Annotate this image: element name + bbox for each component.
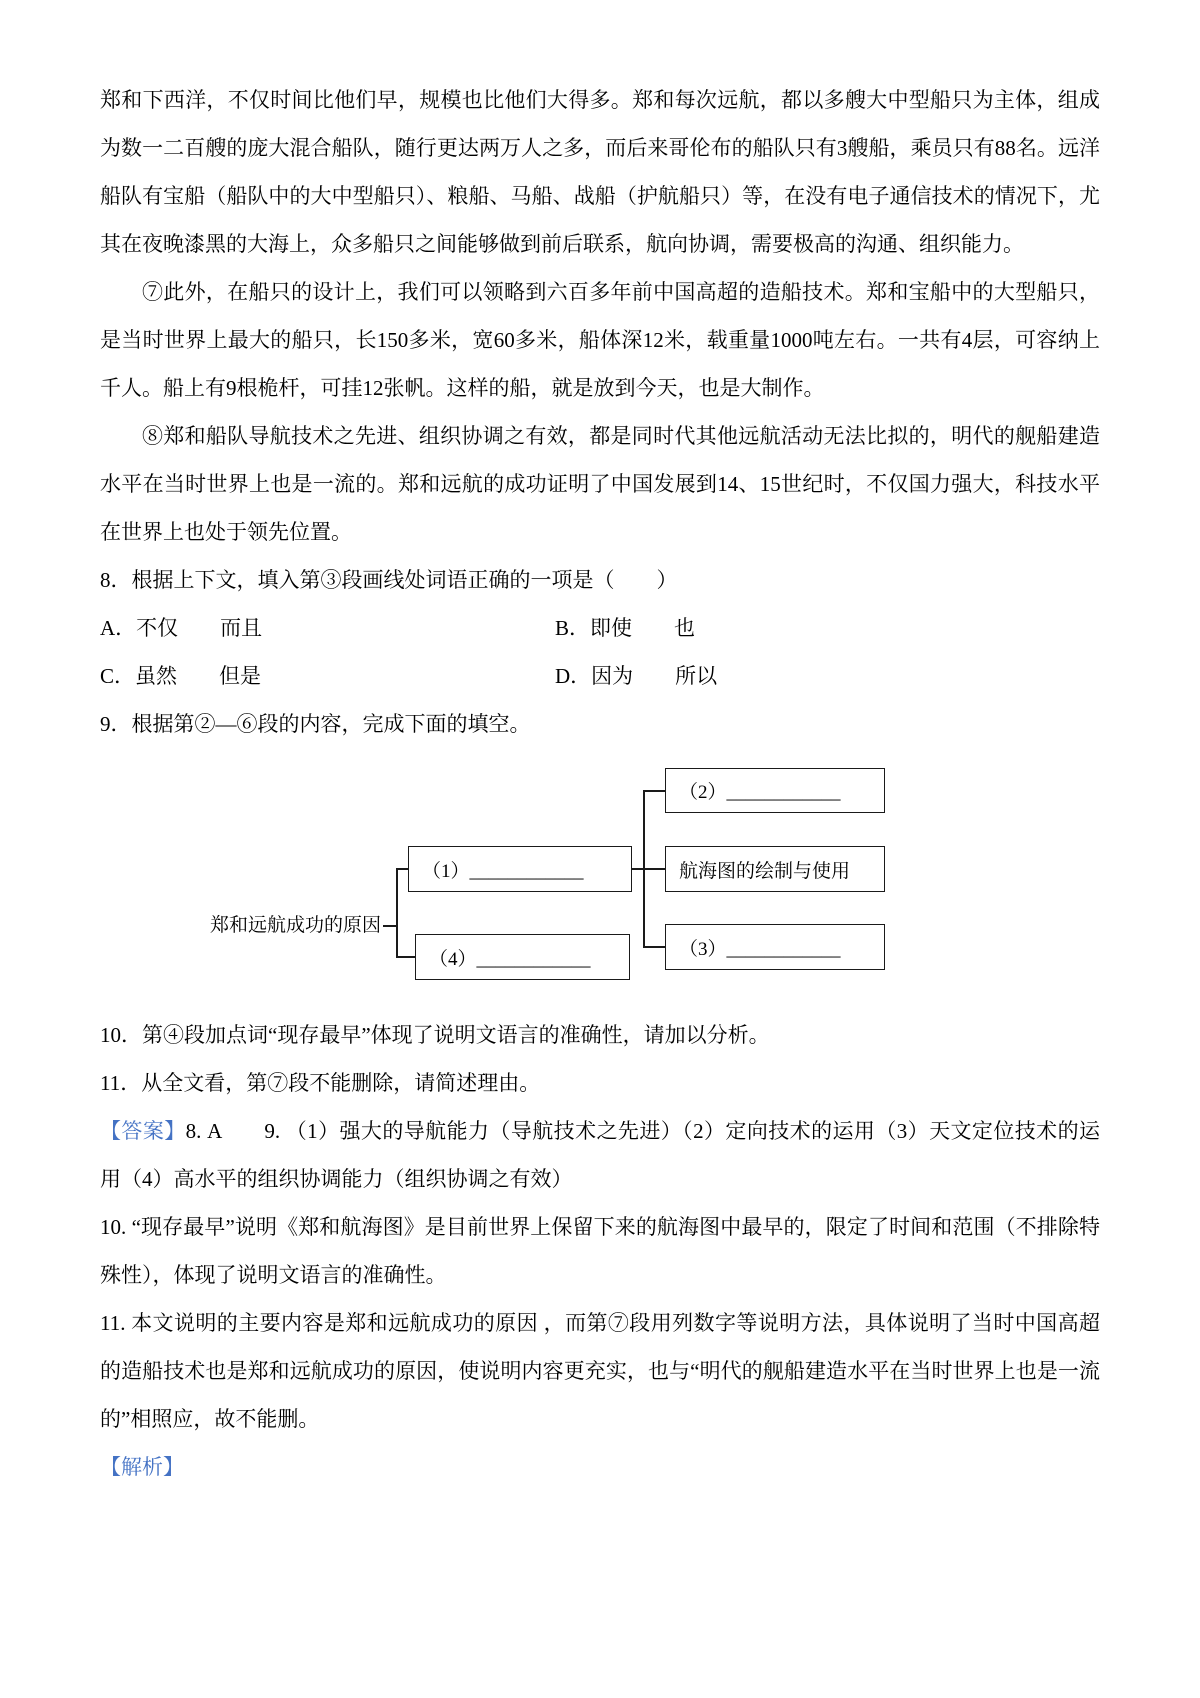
question-9-stem: 9．根据第②—⑥段的内容，完成下面的填空。	[100, 712, 531, 736]
connector-line	[396, 868, 408, 870]
connector-line	[643, 790, 665, 792]
option-d: D．因为 所以	[555, 664, 718, 688]
answer-10-text: 10. “现存最早”说明《郑和航海图》是目前世界上保留下来的航海图中最早的，限定了时间和范围（不排除特殊性），体现了说明文语言的准确性。	[100, 1215, 1100, 1287]
answer-11-text: 11. 本文说明的主要内容是郑和远航成功的原因 ，而第⑦段用列数字等说明方法，具体说明了当时中国高超的造船技术也是郑和远航成功的原因，使说明内容更充实，也与“明代的舰船建造水平在当时世界上也是一流的”相照应，故不能删。	[100, 1311, 1100, 1431]
connector-line	[383, 925, 396, 927]
diagram-blank-1: （1）____________	[408, 846, 632, 892]
connector-line	[643, 946, 665, 948]
paragraph-7: ⑦此外，在船只的设计上，我们可以领略到六百多年前中国高超的造船技术。郑和宝船中的大型船只，是当时世界上最大的船只，长150多米，宽60多米，船体深12米，载重量1000吨左右。一共有4层，可容纳上千人。船上有9根桅杆，可挂12张帆。这样的船，就是放到今天，也是大制作。	[100, 280, 1100, 400]
question-8-stem: 8．根据上下文，填入第③段画线处词语正确的一项是（ ）	[100, 568, 678, 592]
answer-label: 【答案】	[100, 1119, 186, 1143]
fill-in-blank-diagram	[100, 758, 1100, 993]
connector-line	[396, 868, 398, 957]
option-c: C．虽然 但是	[100, 664, 262, 688]
diagram-blank-3: （3）____________	[665, 924, 885, 970]
analysis-label: 【解析】	[100, 1455, 184, 1479]
paragraph-8: ⑧郑和船队导航技术之先进、组织协调之有效，都是同时代其他远航活动无法比拟的，明代的舰船建造水平在当时世界上也是一流的。郑和远航的成功证明了中国发展到14、15世纪时，不仅国力强大，科技水平在世界上也处于领先位置。	[100, 424, 1100, 544]
question-11-stem: 11．从全文看，第⑦段不能删除，请简述理由。	[100, 1071, 541, 1095]
connector-line	[632, 868, 643, 870]
connector-line	[396, 956, 415, 958]
answer-8-9-text: 8. A 9. （1）强大的导航能力（导航技术之先进）（2）定向技术的运用（3）天文定位技术的运用（4）高水平的组织协调能力（组织协调之有效）	[100, 1119, 1100, 1191]
paragraph-continuation: 郑和下西洋，不仅时间比他们早，规模也比他们大得多。郑和每次远航，都以多艘大中型船只为主体，组成为数一二百艘的庞大混合船队，随行更达两万人之多，而后来哥伦布的船队只有3艘船，乘员只有88名。远洋船队有宝船（船队中的大中型船只）、粮船、马船、战船（护航船只）等，在没有电子通信技术的情况下，尤其在夜晚漆黑的大海上，众多船只之间能够做到前后联系，航向协调，需要极高的沟通、组织能力。	[100, 88, 1100, 256]
option-b: B．即使 也	[555, 616, 696, 640]
question-8-options-row-2	[100, 652, 1100, 700]
diagram-blank-2: （2）____________	[665, 768, 885, 813]
question-8-options-row-1	[100, 604, 1100, 652]
diagram-blank-4: （4）____________	[415, 934, 630, 980]
answer-block	[100, 1107, 1100, 1203]
diagram-root-label: 郑和远航成功的原因	[210, 915, 382, 936]
question-10-stem: 10．第④段加点词“现存最早”体现了说明文语言的准确性，请加以分析。	[100, 1023, 770, 1047]
option-a: A．不仅 而且	[100, 616, 263, 640]
diagram-box-map-label: 航海图的绘制与使用	[665, 846, 885, 892]
connector-line	[643, 868, 665, 870]
